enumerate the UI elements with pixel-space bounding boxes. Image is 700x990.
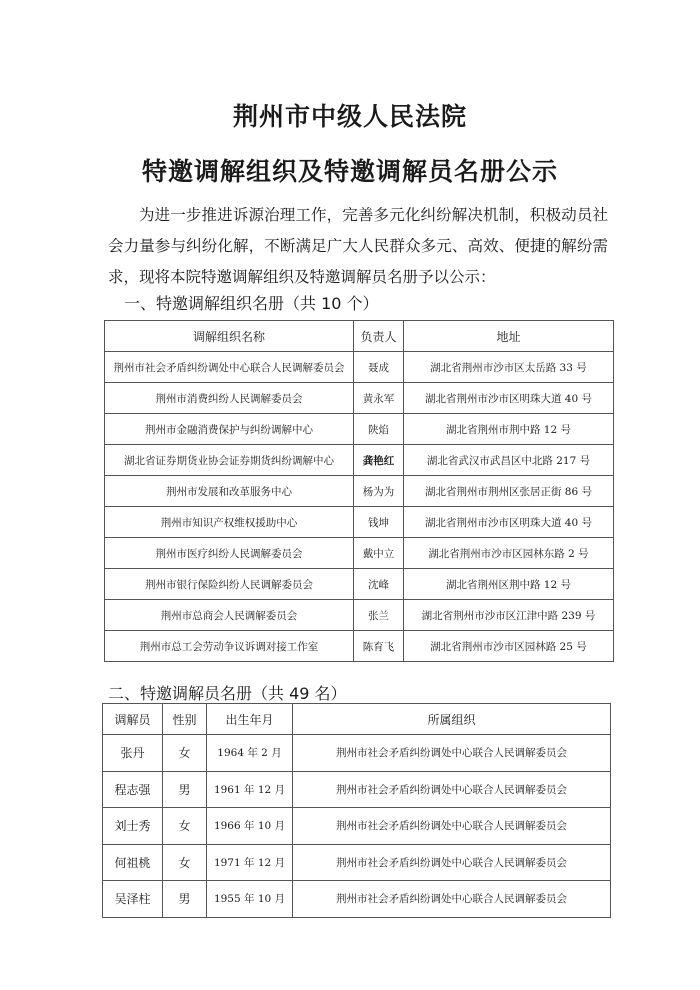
table-row (103, 844, 611, 881)
mediator-name-cell: 张丹 (103, 735, 163, 772)
table-row (103, 771, 611, 808)
org-leader-cell: 戴中立 (354, 538, 404, 569)
org-name-cell: 荆州市银行保险纠纷人民调解委员会 (105, 569, 354, 600)
mediator-gender-cell: 女 (163, 844, 207, 881)
mediator-birth-cell: 1966 年 10 月 (207, 808, 293, 845)
org-name-cell: 荆州市知识产权维权援助中心 (105, 507, 354, 538)
table-row (103, 808, 611, 845)
org-name-cell: 荆州市发展和改革服务中心 (105, 476, 354, 507)
mediators-table (102, 703, 611, 918)
mediator-birth-cell: 1961 年 12 月 (207, 771, 293, 808)
section-heading-organizations: 一、特邀调解组织名册（共 10 个） (124, 294, 379, 313)
mediator-gender-cell: 女 (163, 808, 207, 845)
org-address-cell: 湖北省荆州市沙市区园林路 25 号 (404, 631, 614, 662)
org-name-cell: 湖北省证券期货业协会证券期货纠纷调解中心 (105, 445, 354, 476)
table-row (105, 631, 614, 662)
table-row (105, 414, 614, 445)
mediator-birth-cell: 1971 年 12 月 (207, 844, 293, 881)
mediator-birth-cell: 1955 年 10 月 (207, 881, 293, 918)
org-address-cell: 湖北省荆州区荆中路 12 号 (404, 569, 614, 600)
org-address-cell: 湖北省荆州市沙市区江津中路 239 号 (404, 600, 614, 631)
mediator-name-cell: 何祖桃 (103, 844, 163, 881)
org-address-cell: 湖北省武汉市武昌区中北路 217 号 (404, 445, 614, 476)
org-leader-cell: 黄永军 (354, 383, 404, 414)
org-name-cell: 荆州市金融消费保护与纠纷调解中心 (105, 414, 354, 445)
org-leader-cell: 沈峰 (354, 569, 404, 600)
section-heading-mediators: 二、特邀调解员名册（共 49 名） (108, 684, 347, 703)
mediator-gender-cell: 男 (163, 771, 207, 808)
intro-paragraph: 为进一步推进诉源治理工作，完善多元化纠纷解决机制，积极动员社会力量参与纠纷化解，不断满足广大人民群众多元、高效、便捷的解纷需求，现将本院特邀调解组织及特邀调解员名册予以公示： (108, 206, 608, 286)
org-address-cell: 湖北省荆州市沙市区园林东路 2 号 (404, 538, 614, 569)
table-row (105, 352, 614, 383)
column-header: 性别 (163, 704, 207, 735)
org-leader-cell: 陈育飞 (354, 631, 404, 662)
table-row (105, 538, 614, 569)
column-header: 调解组织名称 (105, 321, 354, 352)
table-row (103, 735, 611, 772)
table-row (105, 600, 614, 631)
column-header: 负责人 (354, 321, 404, 352)
page-title: 荆州市中级人民法院 (232, 102, 467, 131)
table-header-row (103, 704, 611, 735)
column-header: 地址 (404, 321, 614, 352)
org-name-cell: 荆州市总工会劳动争议诉调对接工作室 (105, 631, 354, 662)
column-header: 所属组织 (293, 704, 611, 735)
org-name-cell: 荆州市医疗纠纷人民调解委员会 (105, 538, 354, 569)
org-name-cell: 荆州市消费纠纷人民调解委员会 (105, 383, 354, 414)
org-address-cell: 湖北省荆州市沙市区明珠大道 40 号 (404, 383, 614, 414)
mediator-gender-cell: 女 (163, 735, 207, 772)
table-header-row (105, 321, 614, 352)
org-name-cell: 荆州市总商会人民调解委员会 (105, 600, 354, 631)
mediator-name-cell: 吴泽柱 (103, 881, 163, 918)
mediator-org-cell: 荆州市社会矛盾纠纷调处中心联合人民调解委员会 (293, 881, 611, 918)
table-row (103, 881, 611, 918)
mediator-org-cell: 荆州市社会矛盾纠纷调处中心联合人民调解委员会 (293, 735, 611, 772)
org-leader-cell: 陕焰 (354, 414, 404, 445)
org-address-cell: 湖北省荆州市沙市区明珠大道 40 号 (404, 507, 614, 538)
org-address-cell: 湖北省荆州市沙市区太岳路 33 号 (404, 352, 614, 383)
mediator-birth-cell: 1964 年 2 月 (207, 735, 293, 772)
organizations-table (104, 320, 614, 662)
org-name-cell: 荆州市社会矛盾纠纷调处中心联合人民调解委员会 (105, 352, 354, 383)
table-row (105, 507, 614, 538)
org-leader-cell: 龚艳红 (354, 445, 404, 476)
mediator-org-cell: 荆州市社会矛盾纠纷调处中心联合人民调解委员会 (293, 844, 611, 881)
page-subtitle: 特邀调解组织及特邀调解员名册公示 (141, 157, 558, 186)
table-row (105, 476, 614, 507)
org-leader-cell: 聂成 (354, 352, 404, 383)
mediator-gender-cell: 男 (163, 881, 207, 918)
table-row (105, 445, 614, 476)
column-header: 出生年月 (207, 704, 293, 735)
org-leader-cell: 钱坤 (354, 507, 404, 538)
table-row (105, 569, 614, 600)
org-address-cell: 湖北省荆州市荆中路 12 号 (404, 414, 614, 445)
mediator-name-cell: 程志强 (103, 771, 163, 808)
mediator-name-cell: 刘士秀 (103, 808, 163, 845)
mediator-org-cell: 荆州市社会矛盾纠纷调处中心联合人民调解委员会 (293, 771, 611, 808)
mediator-org-cell: 荆州市社会矛盾纠纷调处中心联合人民调解委员会 (293, 808, 611, 845)
table-row (105, 383, 614, 414)
column-header: 调解员 (103, 704, 163, 735)
org-address-cell: 湖北省荆州市荆州区张居正街 86 号 (404, 476, 614, 507)
org-leader-cell: 张兰 (354, 600, 404, 631)
org-leader-cell: 杨为为 (354, 476, 404, 507)
